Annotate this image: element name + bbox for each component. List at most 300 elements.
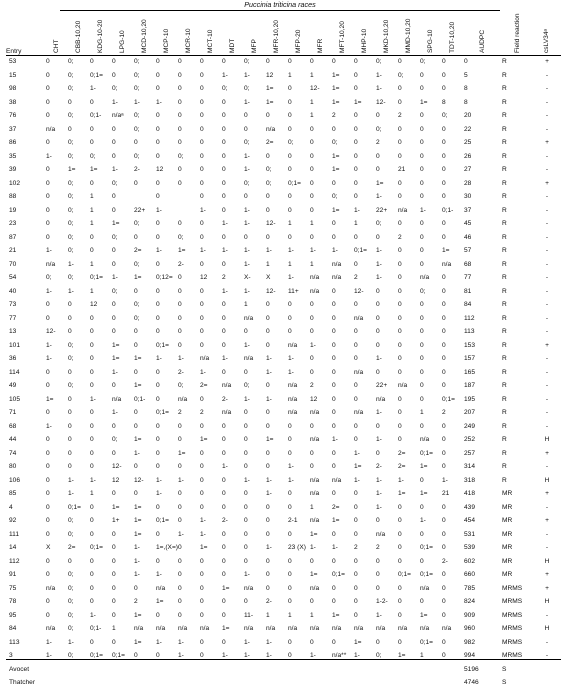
race-reaction-cell: 1- [442, 476, 448, 484]
race-reaction-cell: 0 [112, 598, 116, 605]
race-reaction-cell: 0 [68, 98, 72, 106]
race-reaction-cell: 0 [156, 382, 160, 389]
column-header-race [442, 15, 464, 55]
race-reaction-cell: 0 [310, 314, 314, 322]
marker-cell: + [545, 58, 549, 65]
marker-cell: H [544, 625, 550, 632]
race-reaction-cell: 0 [354, 557, 358, 565]
column-header-audpc [464, 15, 502, 55]
race-reaction-cell: 0 [376, 638, 380, 646]
race-reaction-cell: 0 [112, 125, 116, 133]
race-reaction-cell: 1- [376, 71, 382, 79]
race-reaction-cell [200, 663, 222, 677]
race-reaction-cell: 0 [178, 112, 182, 119]
race-reaction-cell: 0; [112, 436, 118, 443]
race-reaction-cell: 1- [310, 341, 316, 349]
race-reaction-cell: 0 [398, 247, 402, 254]
race-reaction-cell: 0;1= [420, 449, 434, 457]
race-reaction-cell: 0 [90, 368, 94, 376]
column-header-race [398, 15, 420, 55]
race-reaction-cell: n/a [288, 625, 298, 632]
race-reaction-cell: n/a [398, 382, 408, 389]
race-reaction-cell: 0; [112, 179, 118, 187]
race-reaction-cell: 0; [68, 152, 74, 160]
race-reaction-cell: 0 [288, 125, 292, 133]
table-body [6, 55, 561, 690]
marker-cell: + [545, 490, 549, 497]
audpc-cell: 37 [464, 206, 472, 214]
race-reaction-cell: 1 [310, 71, 314, 79]
race-reaction-cell: 2 [376, 544, 380, 551]
race-reaction-cell: 0 [46, 166, 50, 173]
column-header-race [112, 15, 134, 55]
column-header-race-label: MFR-10,20 [273, 20, 280, 53]
race-reaction-cell: 0 [178, 301, 182, 308]
audpc-cell: 660 [464, 571, 476, 578]
race-reaction-cell: 0 [376, 449, 380, 457]
race-reaction-cell: 0 [354, 517, 358, 524]
table-row [6, 271, 561, 285]
race-reaction-cell: 1- [376, 247, 382, 254]
race-reaction-cell: 0 [398, 58, 402, 65]
race-reaction-cell [134, 676, 156, 690]
column-header-audpc-label: AUDPC [479, 29, 486, 53]
race-reaction-cell: 0 [288, 166, 292, 173]
table-row [6, 55, 561, 69]
race-reaction-cell: 0 [134, 287, 138, 295]
race-reaction-cell: 0 [332, 463, 336, 470]
race-reaction-cell: 0 [288, 314, 292, 322]
race-reaction-cell: 0 [310, 301, 314, 308]
race-reaction-cell: 0 [200, 58, 204, 65]
race-reaction-cell: 0;1= [90, 274, 104, 281]
race-reaction-cell: 1 [90, 193, 94, 200]
race-reaction-cell: 1- [178, 530, 184, 538]
race-reaction-cell: 1- [288, 355, 294, 362]
race-reaction-cell: 0;1= [156, 341, 170, 349]
race-reaction-cell: 0;1- [442, 206, 454, 214]
race-reaction-cell: 1- [156, 98, 162, 106]
race-reaction-cell: 0;1- [90, 625, 102, 632]
race-reaction-cell: 0 [156, 314, 160, 322]
race-reaction-cell: 1- [244, 287, 250, 295]
race-reaction-cell: 12- [134, 476, 144, 484]
race-reaction-cell: 0 [156, 611, 160, 619]
column-header-race-label: LPG-10 [119, 30, 126, 53]
race-reaction-cell: 0 [398, 301, 402, 308]
marker-cell: - [545, 382, 549, 389]
race-reaction-cell: 1- [288, 247, 294, 254]
race-reaction-cell [266, 676, 288, 690]
column-header-race-label: MFT-10,20 [339, 21, 346, 53]
field-reaction-cell: R [502, 85, 507, 92]
race-reaction-cell: 0; [134, 260, 140, 268]
entry-cell: 70 [9, 260, 17, 268]
marker-cell: + [545, 584, 549, 592]
race-reaction-cell: 0 [134, 368, 138, 376]
race-reaction-cell: 1- [332, 544, 338, 551]
race-reaction-cell: 1- [266, 368, 272, 376]
race-reaction-cell: 1- [156, 571, 162, 578]
race-reaction-cell: 1- [68, 638, 74, 646]
race-reaction-cell: 0 [288, 490, 292, 497]
race-reaction-cell: 0; [68, 611, 74, 619]
marker-cell: - [545, 274, 549, 281]
race-reaction-cell: 0 [442, 652, 446, 659]
marker-cell: - [545, 98, 549, 106]
race-reaction-cell: n/a [222, 409, 232, 416]
race-reaction-cell: 1- [90, 476, 96, 484]
race-reaction-cell: 0 [420, 530, 424, 538]
table-row [6, 501, 561, 515]
race-reaction-cell: 0 [398, 179, 402, 187]
race-reaction-cell: 1- [178, 476, 184, 484]
race-reaction-cell: 1- [156, 476, 162, 484]
race-reaction-cell: 0 [288, 638, 292, 646]
race-reaction-cell: 8 [442, 98, 446, 106]
entry-cell: 37 [9, 125, 17, 133]
race-reaction-cell: n/a [442, 260, 452, 268]
race-reaction-cell: 2 [310, 382, 314, 389]
marker-cell: - [545, 611, 549, 619]
marker-cell: - [545, 247, 549, 254]
race-reaction-cell: 0 [244, 598, 248, 605]
race-reaction-cell: 0 [200, 287, 204, 295]
race-reaction-cell: n/a [310, 476, 320, 484]
race-reaction-cell: 0 [376, 557, 380, 565]
race-reaction-cell: 0 [354, 503, 358, 511]
race-reaction-cell: 0 [178, 274, 182, 281]
race-reaction-cell: 0 [354, 571, 358, 578]
race-reaction-cell: n/a [244, 584, 254, 592]
entry-cell: 4 [9, 503, 13, 511]
race-reaction-cell: 0 [266, 233, 270, 241]
race-reaction-cell: 0 [332, 422, 336, 430]
race-reaction-cell: 0 [420, 355, 424, 362]
race-reaction-cell: 0 [200, 476, 204, 484]
race-reaction-cell: 0;1= [156, 409, 170, 416]
race-reaction-cell: 1- [134, 544, 140, 551]
race-reaction-cell: 2 [178, 409, 182, 416]
race-reaction-cell: 0 [200, 233, 204, 241]
race-reaction-cell: 0 [310, 598, 314, 605]
race-reaction-cell: 0 [178, 71, 182, 79]
table-row [6, 568, 561, 582]
entry-cell: 38 [9, 98, 17, 106]
field-reaction-cell: R [502, 260, 507, 268]
race-reaction-cell: 2- [442, 557, 448, 565]
field-reaction-cell: S [502, 665, 507, 673]
race-reaction-cell: 0 [178, 166, 182, 173]
field-reaction-cell: R [502, 166, 507, 173]
race-reaction-cell: 0 [46, 301, 50, 308]
race-reaction-cell: 1= [134, 355, 142, 362]
marker-cell: H [544, 436, 550, 443]
race-reaction-cell: 2= [398, 449, 406, 457]
column-header-race [90, 15, 112, 55]
race-reaction-cell: 1- [310, 544, 316, 551]
race-reaction-cell: 0 [376, 422, 380, 430]
race-reaction-cell: 0 [68, 368, 72, 376]
race-reaction-cell: 0 [442, 125, 446, 133]
race-reaction-cell: 0 [244, 328, 248, 335]
column-header-marker-label: csLV34ᵃ [543, 29, 550, 53]
race-reaction-cell: 0 [354, 341, 358, 349]
race-reaction-cell: 0 [420, 193, 424, 200]
race-reaction-cell: 0 [112, 314, 116, 322]
race-reaction-cell: 0 [200, 395, 204, 403]
race-reaction-cell: 0 [112, 557, 116, 565]
race-reaction-cell: 0 [156, 193, 160, 200]
race-reaction-cell: 2 [354, 544, 358, 551]
race-reaction-cell: 1= [354, 463, 362, 470]
race-reaction-cell: 0 [288, 530, 292, 538]
race-reaction-cell: 0; [68, 652, 74, 659]
race-reaction-cell [68, 663, 90, 677]
field-reaction-cell: MRMS [502, 652, 523, 659]
audpc-cell: 5 [464, 71, 468, 79]
race-reaction-cell: 0 [354, 422, 358, 430]
column-header-entry: Entry [6, 48, 22, 55]
entry-cell: 91 [9, 571, 17, 578]
race-reaction-cell: 0 [156, 557, 160, 565]
marker-cell [533, 676, 561, 690]
race-reaction-cell: 1- [112, 98, 118, 106]
race-reaction-cell: 0 [420, 71, 424, 79]
audpc-cell: 77 [464, 274, 472, 281]
race-reaction-cell: 0 [376, 571, 380, 578]
table-row [6, 379, 561, 393]
race-reaction-cell: 0 [354, 611, 358, 619]
race-reaction-cell: 1- [222, 71, 228, 79]
race-reaction-cell: n/a [332, 476, 342, 484]
race-reaction-cell: 0 [420, 422, 424, 430]
race-reaction-cell: 0; [134, 314, 140, 322]
race-reaction-cell: 0 [420, 152, 424, 160]
race-reaction-cell: 0 [222, 301, 226, 308]
field-reaction-cell: R [502, 139, 507, 146]
race-reaction-cell: 0; [46, 274, 52, 281]
race-reaction-cell: 1- [134, 98, 140, 106]
race-reaction-cell: 0;1= [288, 179, 302, 187]
race-reaction-cell: 0 [222, 139, 226, 146]
race-reaction-cell: 1- [90, 395, 96, 403]
race-reaction-cell: 0 [398, 98, 402, 106]
race-reaction-cell: 0; [222, 85, 228, 92]
race-reaction-cell: n/a [310, 274, 320, 281]
table-row [6, 258, 561, 272]
race-reaction-cell: 1- [46, 422, 52, 430]
race-reaction-cell [134, 190, 156, 204]
field-reaction-cell: R [502, 274, 507, 281]
race-reaction-cell: 0 [442, 152, 446, 160]
race-reaction-cell: 0 [266, 301, 270, 308]
race-reaction-cell [310, 663, 332, 677]
race-reaction-cell: 1- [112, 166, 118, 173]
race-reaction-cell: 2-1 [288, 517, 298, 524]
race-reaction-cell [244, 676, 266, 690]
race-reaction-cell: 0; [244, 179, 250, 187]
race-reaction-cell: 1 [288, 220, 292, 227]
race-reaction-cell: 1= [354, 98, 362, 106]
race-reaction-cell: 1= [420, 490, 428, 497]
race-reaction-cell: 0 [244, 557, 248, 565]
race-reaction-cell: 0 [112, 584, 116, 592]
race-reaction-cell: 0 [68, 409, 72, 416]
race-reaction-cell: 1- [310, 247, 316, 254]
race-reaction-cell: 1- [398, 476, 404, 484]
race-reaction-cell [442, 663, 464, 677]
race-reaction-cell: 0 [222, 58, 226, 65]
race-reaction-cell: 1 [420, 652, 424, 659]
race-reaction-cell: 0 [420, 314, 424, 322]
audpc-cell: 909 [464, 611, 476, 619]
race-reaction-cell: 0 [354, 328, 358, 335]
race-reaction-cell: 0 [442, 368, 446, 376]
column-header-field-reaction [502, 15, 533, 55]
race-reaction-cell: n/a [222, 382, 232, 389]
entry-cell: 101 [9, 341, 21, 349]
race-reaction-cell: 0 [288, 152, 292, 160]
race-reaction-cell: 0 [288, 422, 292, 430]
race-reaction-cell: 1- [244, 247, 250, 254]
race-reaction-cell: 1= [310, 571, 318, 578]
race-reaction-cell: 0 [90, 58, 94, 65]
race-reaction-cell: n/a [266, 125, 276, 133]
race-reaction-cell: 1= [420, 98, 428, 106]
race-reaction-cell: 1- [200, 206, 206, 214]
race-reaction-cell: 1- [288, 476, 294, 484]
race-reaction-cell: 1- [134, 571, 140, 578]
race-reaction-cell: 0 [266, 463, 270, 470]
race-reaction-cell: 0; [68, 247, 74, 254]
race-reaction-cell: 0 [354, 139, 358, 146]
marker-cell: - [545, 220, 549, 227]
marker-cell: + [545, 341, 549, 349]
race-reaction-cell: 0 [90, 638, 94, 646]
race-reaction-cell: 0 [420, 395, 424, 403]
race-reaction-cell: 0 [46, 85, 50, 92]
column-header-race [244, 15, 266, 55]
race-reaction-cell: 12 [156, 166, 164, 173]
race-reaction-cell: 0 [398, 638, 402, 646]
race-reaction-cell: 0 [442, 274, 446, 281]
race-reaction-cell: 0; [68, 233, 74, 241]
race-reaction-cell: 0;1= [90, 544, 104, 551]
race-reaction-cell: 0 [222, 611, 226, 619]
race-reaction-cell: 0 [354, 125, 358, 133]
race-reaction-cell: 0 [332, 58, 336, 65]
entry-cell: 85 [9, 490, 17, 497]
race-reaction-cell: 1- [288, 368, 294, 376]
marker-cell: + [545, 179, 549, 187]
race-reaction-cell: n/a [332, 274, 342, 281]
race-reaction-cell: 0 [90, 422, 94, 430]
field-reaction-cell: MRMS [502, 625, 523, 632]
race-reaction-cell: n/a [156, 625, 166, 632]
race-reaction-cell: 1 [266, 611, 270, 619]
race-reaction-cell: 0 [90, 125, 94, 133]
table-row [6, 150, 561, 164]
marker-cell: - [545, 422, 549, 430]
race-reaction-cell: 0 [178, 436, 182, 443]
audpc-cell: 539 [464, 544, 476, 551]
race-reaction-cell: 0 [420, 85, 424, 92]
race-reaction-cell: 0 [46, 517, 50, 524]
race-reaction-cell: 1 [310, 98, 314, 106]
race-reaction-cell: 0 [46, 193, 50, 200]
column-header-race [200, 15, 222, 55]
race-reaction-cell: 0 [288, 436, 292, 443]
race-reaction-cell: 0; [376, 220, 382, 227]
race-reaction-cell: 0 [244, 463, 248, 470]
race-reaction-cell: 0; [134, 152, 140, 160]
race-reaction-cell: 1- [376, 476, 382, 484]
race-reaction-cell: 1- [200, 247, 206, 254]
race-reaction-cell: 1- [46, 638, 52, 646]
race-reaction-cell: n/a [376, 395, 386, 403]
race-reaction-cell: 0 [266, 193, 270, 200]
entry-cell: 106 [9, 476, 21, 484]
race-reaction-cell: 0 [354, 166, 358, 173]
marker-cell: - [545, 530, 549, 538]
race-reaction-cell: 1 [244, 301, 248, 308]
race-reaction-cell: 2= [332, 503, 340, 511]
marker-cell: - [545, 260, 549, 268]
race-reaction-cell: 0 [376, 341, 380, 349]
race-reaction-cell [200, 676, 222, 690]
field-reaction-cell: R [502, 71, 507, 79]
race-reaction-cell: 1 [310, 220, 314, 227]
race-reaction-cell: 0 [354, 355, 358, 362]
race-reaction-cell: 1- [266, 476, 272, 484]
race-reaction-cell: 1- [288, 463, 294, 470]
race-reaction-cell: 1- [200, 530, 206, 538]
race-reaction-cell [90, 663, 112, 677]
race-reaction-cell [178, 676, 200, 690]
column-header-race-label: MFP-20 [295, 29, 302, 53]
race-reaction-cell: 0 [442, 638, 446, 646]
race-reaction-cell: 0 [420, 503, 424, 511]
table-row [6, 555, 561, 569]
race-reaction-cell: 0 [222, 449, 226, 457]
race-reaction-cell: 0 [420, 125, 424, 133]
column-header-field-reaction-label: Field reaction [513, 13, 521, 53]
table-row [6, 676, 561, 690]
race-reaction-cell: 1= [134, 611, 142, 619]
race-reaction-cell: 0 [332, 382, 336, 389]
field-reaction-cell: MR [502, 503, 513, 511]
race-reaction-cell: 0 [332, 301, 336, 308]
race-reaction-cell: 2 [222, 274, 226, 281]
race-reaction-cell: 0 [332, 220, 336, 227]
field-reaction-cell: R [502, 206, 507, 214]
race-reaction-cell: 0 [200, 166, 204, 173]
race-reaction-cell: 0 [376, 152, 380, 160]
race-reaction-cell: 0 [178, 584, 182, 592]
entry-cell: 71 [9, 409, 17, 416]
race-reaction-cell: 0; [68, 58, 74, 65]
race-reaction-cell: 1- [376, 193, 382, 200]
race-reaction-cell: 0 [376, 368, 380, 376]
marker-cell: H [544, 476, 550, 484]
race-reaction-cell: 0 [46, 503, 50, 511]
field-reaction-cell: R [502, 476, 507, 484]
audpc-cell: 187 [464, 382, 476, 389]
audpc-cell: 454 [464, 517, 476, 524]
race-reaction-cell: 0 [200, 638, 204, 646]
race-reaction-cell: 0 [112, 449, 116, 457]
